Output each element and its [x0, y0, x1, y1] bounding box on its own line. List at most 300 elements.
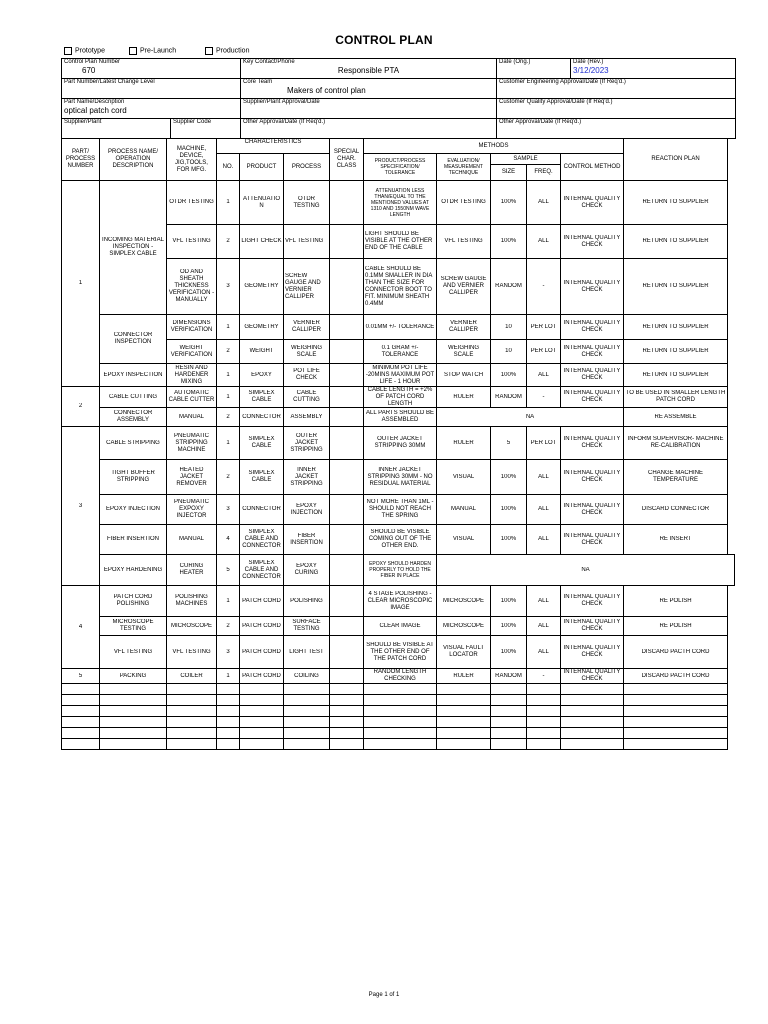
process-name-cell-text: MICROSCOPE TESTING: [112, 619, 154, 632]
sample-freq-cell: [527, 259, 561, 315]
sample-freq-cell: [527, 617, 561, 636]
machine-cell-text: VFL TESTING: [172, 238, 211, 244]
reaction-plan-cell: [624, 225, 728, 259]
empty-cell: [62, 684, 100, 695]
char-no-cell-text: 3: [226, 648, 230, 655]
evaluation-cell-text: RULER: [453, 393, 474, 400]
process-cell: [284, 427, 330, 460]
sample-freq-cell-text: ALL: [538, 199, 549, 205]
empty-cell: [437, 739, 491, 750]
table-row: [62, 460, 735, 495]
process-cell-text: COILING: [294, 672, 319, 679]
control-method-cell-text: INTERNAL QUALITY CHECK: [563, 279, 621, 293]
empty-row: [62, 717, 735, 728]
char-no-cell: [217, 259, 240, 315]
reaction-plan-cell: [624, 460, 728, 495]
process-cell: [284, 181, 330, 225]
empty-cell: [284, 706, 330, 717]
empty-cell: [100, 728, 167, 739]
char-no-cell: [217, 427, 240, 460]
process-cell: [284, 636, 330, 669]
prototype-checkbox[interactable]: Prototype: [64, 47, 105, 55]
empty-cell: [330, 739, 364, 750]
product-cell-text: SIMPLEX CABLE AND CONNECTOR: [242, 559, 281, 580]
reaction-plan-cell: [624, 525, 728, 555]
machine-cell-text: MICROSCOPE: [170, 622, 212, 629]
special-char-cell: [330, 315, 364, 340]
process-name-cell-text: EPOXY INJECTION: [106, 506, 160, 512]
product-cell: [240, 555, 284, 586]
col-process: PROCESS: [284, 154, 330, 181]
special-char-cell: [330, 586, 364, 617]
process-name-cell: [100, 364, 167, 387]
col-spec-tolerance: PRODUCT/PROCESS SPECIFICATION/ TOLERANCE: [364, 154, 437, 181]
sample-size-cell-text: 100%: [500, 371, 517, 378]
machine-cell-text: HEATED JACKET REMOVER: [176, 466, 207, 487]
empty-cell: [527, 728, 561, 739]
sample-size-cell: [491, 617, 527, 636]
empty-cell: [561, 739, 624, 750]
product-cell-text: PATCH CORD: [242, 672, 281, 679]
empty-cell: [330, 695, 364, 706]
col-control-method: CONTROL METHOD: [561, 154, 624, 181]
reaction-plan-cell-text: RE POLISH: [659, 622, 692, 629]
char-no-cell: [217, 617, 240, 636]
empty-cell: [364, 706, 437, 717]
checkbox-icon[interactable]: [205, 47, 213, 55]
sample-size-cell-text: 100%: [500, 473, 517, 480]
control-method-cell-text: INTERNAL QUALITY CHECK: [563, 669, 621, 682]
sample-size-cell: [491, 460, 527, 495]
machine-cell-text: OTDR TESTING: [169, 199, 214, 205]
spec-tolerance-cell: [364, 225, 437, 259]
machine-cell: [167, 387, 217, 408]
sample-size-cell: [491, 427, 527, 460]
char-no-cell: [217, 636, 240, 669]
char-no-cell-text: 1: [226, 439, 230, 446]
control-method-cell-text: INTERNAL QUALITY CHECK: [563, 234, 621, 248]
empty-cell: [62, 739, 100, 750]
sample-size-cell: [491, 315, 527, 340]
process-name-cell: [100, 636, 167, 669]
product-cell-text: PATCH CORD: [242, 648, 281, 655]
empty-cell: [364, 717, 437, 728]
reaction-plan-cell-text: RETURN TO SUPPLIER: [642, 238, 709, 244]
evaluation-cell: [437, 181, 491, 225]
part-name-cell: Part Name/Description optical patch cord: [62, 99, 241, 119]
char-no-cell: [217, 495, 240, 525]
reaction-plan-cell-text: DISCARD PACTH CORD: [641, 648, 710, 655]
col-size: SIZE: [491, 165, 527, 181]
product-cell-text: WEIGHT: [249, 348, 274, 354]
sample-size-cell: [491, 525, 527, 555]
sample-size-cell-text: 100%: [500, 238, 517, 244]
empty-cell: [491, 695, 527, 706]
machine-cell-text: MANUAL: [178, 536, 204, 542]
control-method-cell: [561, 669, 624, 684]
process-name-cell-text: CABLE STRIPPING: [106, 439, 160, 446]
special-char-cell: [330, 427, 364, 460]
sample-size-cell: [491, 636, 527, 669]
production-checkbox[interactable]: Production: [205, 47, 249, 55]
empty-cell: [100, 684, 167, 695]
control-method-cell-text: INTERNAL QUALITY CHECK: [563, 390, 621, 403]
process-cell: [284, 586, 330, 617]
empty-cell: [167, 739, 217, 750]
sample-freq-cell-text: PER LOT: [530, 323, 557, 330]
evaluation-cell: [437, 340, 491, 364]
col-methods: METHODS: [364, 139, 624, 154]
control-plan-table: [61, 138, 735, 750]
sample-size-cell: [491, 669, 527, 684]
supplier-approval-cell: Supplier/Plant Approval/Date: [241, 99, 497, 119]
empty-cell: [167, 717, 217, 728]
char-no-cell-text: 1: [226, 393, 230, 400]
process-name-cell-text: INCOMING MATERIAL INSPECTION - SIMPLEX CABLE: [102, 237, 164, 257]
table-row: [62, 408, 735, 427]
char-no-cell: [217, 555, 240, 586]
special-char-cell: [330, 387, 364, 408]
evaluation-cell: [437, 427, 491, 460]
spec-tolerance-cell-text: RANDOM LENGTH CHECKING: [373, 669, 427, 682]
machine-cell: [167, 427, 217, 460]
spec-tolerance-cell-text: CLEAR IMAGE: [379, 622, 421, 629]
table-row: [62, 495, 735, 525]
empty-cell: [437, 695, 491, 706]
machine-cell: [167, 525, 217, 555]
evaluation-cell: [437, 636, 491, 669]
empty-cell: [217, 739, 240, 750]
core-team: Makers of control plan: [287, 86, 366, 95]
sample-size-cell-text: 100%: [500, 648, 517, 655]
na-cell: [437, 555, 735, 586]
empty-cell: [240, 706, 284, 717]
evaluation-cell-text: OTDR TESTING: [441, 199, 486, 205]
reaction-plan-cell-text: RE POLISH: [659, 597, 692, 604]
empty-cell: [624, 706, 728, 717]
sample-size-cell-text: 100%: [500, 597, 517, 604]
product-cell-text: EPOXY: [251, 371, 272, 378]
process-name-cell-text: CONNECTOR INSPECTION: [113, 332, 153, 345]
evaluation-cell-text: MICROSCOPE: [442, 622, 484, 629]
control-method-cell-text: INTERNAL QUALITY CHECK: [563, 436, 621, 449]
spec-tolerance-cell: [364, 617, 437, 636]
part-number-cell-text: 3: [78, 502, 83, 509]
evaluation-cell-text: MANUAL: [450, 506, 476, 512]
machine-cell-text: MANUAL: [178, 413, 204, 420]
char-no-cell: [217, 586, 240, 617]
char-no-cell-text: 1: [226, 323, 230, 330]
page-footer: Page 1 of 1: [368, 992, 400, 998]
evaluation-cell: [437, 617, 491, 636]
empty-cell: [330, 684, 364, 695]
spec-tolerance-cell: [364, 387, 437, 408]
col-freq: FREQ.: [527, 165, 561, 181]
char-no-cell: [217, 669, 240, 684]
spec-tolerance-cell: [364, 315, 437, 340]
control-method-cell-text: INTERNAL QUALITY CHECK: [563, 532, 621, 546]
special-char-cell: [330, 181, 364, 225]
product-cell-text: SIMPLEX CABLE: [248, 470, 275, 483]
product-cell: [240, 525, 284, 555]
reaction-plan-cell: [624, 586, 728, 617]
process-name-cell-text: CABLE CUTTING: [108, 393, 157, 400]
control-method-cell: [561, 315, 624, 340]
char-no-cell: [217, 340, 240, 364]
product-cell-text: ATTENUATION: [242, 195, 281, 209]
empty-row: [62, 728, 735, 739]
table-row: [62, 525, 735, 555]
control-method-cell: [561, 586, 624, 617]
machine-cell-text: PNEUMATIC EXPOXY INJECTOR: [174, 499, 209, 519]
product-cell: [240, 315, 284, 340]
empty-row: [62, 684, 735, 695]
reaction-plan-cell: [624, 408, 728, 427]
sample-freq-cell: [527, 460, 561, 495]
spec-tolerance-cell-text: 4 STAGE POLISHING - CLEAR MICROSCOPIC IMAGE: [367, 590, 433, 611]
empty-cell: [624, 728, 728, 739]
empty-cell: [217, 728, 240, 739]
checkbox-icon[interactable]: [64, 47, 72, 55]
empty-cell: [62, 706, 100, 717]
control-method-cell-text: INTERNAL QUALITY CHECK: [563, 594, 621, 607]
special-char-cell: [330, 636, 364, 669]
part-number-cell-text: 5: [78, 672, 83, 679]
empty-cell: [527, 739, 561, 750]
process-cell-text: VERNIER CALLIPER: [291, 320, 321, 333]
sample-size-cell: [491, 364, 527, 387]
spec-tolerance-cell: [364, 525, 437, 555]
process-name-cell: [100, 617, 167, 636]
reaction-plan-cell: [624, 427, 728, 460]
empty-cell: [284, 695, 330, 706]
col-special-char-class: SPECIAL CHAR. CLASS: [330, 139, 364, 181]
special-char-cell: [330, 495, 364, 525]
reaction-plan-cell-text: RETURN TO SUPPLIER: [642, 199, 709, 205]
col-product: PRODUCT: [240, 154, 284, 181]
product-cell-text: GEOMETRY: [244, 283, 279, 289]
control-method-cell: [561, 259, 624, 315]
spec-tolerance-cell-text: SHOULD BE VISIBLE COMING OUT OF THE OTHER END.: [368, 529, 432, 549]
special-char-cell: [330, 364, 364, 387]
empty-cell: [527, 684, 561, 695]
machine-cell-text: WEIGHT VERIFICATION: [170, 344, 213, 358]
table-row: [62, 315, 735, 340]
process-cell: [284, 387, 330, 408]
char-no-cell-text: 5: [226, 566, 230, 573]
key-contact-cell: Key Contact/Phone Responsible PTA: [241, 59, 497, 79]
process-cell-text: EPOXY CURING: [294, 563, 319, 576]
process-cell-text: OTDR TESTING: [293, 195, 320, 209]
process-name-cell: [100, 669, 167, 684]
empty-cell: [167, 728, 217, 739]
process-name-cell: [100, 525, 167, 555]
control-method-cell: [561, 225, 624, 259]
machine-cell-text: CURING HEATER: [179, 563, 204, 576]
char-no-cell-text: 3: [226, 506, 230, 512]
empty-cell: [217, 717, 240, 728]
empty-cell: [217, 695, 240, 706]
part-number-cell-text: 2: [78, 403, 83, 409]
spec-tolerance-cell: [364, 259, 437, 315]
reaction-plan-cell-text: CHANGE MACHINE TEMPERATURE: [648, 470, 704, 483]
process-cell-text: LIGHT TEST: [289, 648, 324, 655]
sample-freq-cell-text: ALL: [538, 473, 549, 480]
part-name: optical patch cord: [64, 106, 127, 115]
sample-freq-cell: [527, 364, 561, 387]
reaction-plan-cell: [624, 259, 728, 315]
machine-cell-text: OD AND SHEATH THICKNESS VERIFICATION - MANUALLY: [168, 269, 215, 303]
col-process-name: PROCESS NAME/ OPERATION DESCRIPTION: [100, 139, 167, 181]
reaction-plan-cell-text: DISCARD PACTH CORD: [641, 672, 710, 679]
pre-launch-checkbox[interactable]: Pre-Launch: [129, 47, 176, 55]
reaction-plan-cell-text: RETURN TO SUPPLIER: [642, 323, 709, 330]
sample-freq-cell: [527, 495, 561, 525]
date-rev-cell: Date (Rev.) 3/12/2023: [571, 59, 736, 79]
char-no-cell-text: 4: [226, 536, 230, 542]
na-cell-text: NA: [581, 566, 590, 573]
sample-size-cell-text: 100%: [500, 506, 517, 512]
control-method-cell-text: INTERNAL QUALITY CHECK: [563, 470, 621, 483]
process-cell: [284, 259, 330, 315]
spec-tolerance-cell-text: ATTENUATION LESS THAN/EQUAL TO THE MENTIONED VALUES AT 1310 AND 1550NM WAVE LENGTH: [370, 187, 430, 218]
product-cell-text: PATCH CORD: [242, 597, 281, 604]
control-method-cell: [561, 364, 624, 387]
sample-freq-cell-text: ALL: [538, 597, 549, 604]
col-evaluation: EVALUATION/ MEASUREMENT TECHNIQUE: [437, 154, 491, 181]
empty-cell: [217, 684, 240, 695]
table-row: [62, 364, 735, 387]
product-cell-text: CONNECTOR: [242, 413, 281, 420]
spec-tolerance-cell-text: OUTER JACKET STRIPPING 30MM: [374, 436, 426, 449]
control-method-cell-text: INTERNAL QUALITY CHECK: [563, 502, 621, 516]
sample-size-cell: [491, 495, 527, 525]
reaction-plan-cell-text: RETURN TO SUPPLIER: [642, 371, 709, 378]
machine-cell: [167, 636, 217, 669]
sample-size-cell: [491, 225, 527, 259]
reaction-plan-cell: [624, 181, 728, 225]
empty-cell: [624, 684, 728, 695]
process-name-cell: [100, 555, 167, 586]
process-name-cell-text: CONNECTOR ASSEMBLY: [113, 410, 153, 423]
spec-tolerance-cell-text: ALL PARTS SHOULD BE ASSEMBLED: [366, 410, 434, 423]
process-cell-text: ASSEMBLY: [290, 413, 323, 420]
sample-freq-cell-text: ALL: [538, 506, 549, 512]
sample-freq-cell: [527, 387, 561, 408]
process-name-cell: [100, 495, 167, 525]
process-cell-text: CABLE CUTTING: [293, 390, 320, 403]
reaction-plan-cell: [624, 636, 728, 669]
machine-cell-text: RESIN AND HARDENER MIXING: [174, 364, 209, 385]
evaluation-cell: [437, 586, 491, 617]
machine-cell: [167, 460, 217, 495]
date-orig-cell: Date (Orig.): [497, 59, 571, 79]
empty-row: [62, 695, 735, 706]
char-no-cell-text: 1: [226, 371, 230, 378]
evaluation-cell-text: MICROSCOPE: [442, 597, 484, 604]
machine-cell: [167, 340, 217, 364]
special-char-cell: [330, 340, 364, 364]
sample-size-cell: [491, 387, 527, 408]
char-no-cell: [217, 181, 240, 225]
spec-tolerance-cell: [364, 495, 437, 525]
table-row: [62, 636, 735, 669]
evaluation-cell: [437, 315, 491, 340]
evaluation-cell-text: WEIGHING SCALE: [448, 344, 479, 358]
char-no-cell-text: 2: [226, 413, 230, 420]
empty-cell: [330, 728, 364, 739]
evaluation-cell-text: VFL TESTING: [444, 238, 483, 244]
core-team-cell: Core Team Makers of control plan: [241, 79, 497, 99]
machine-cell-text: VFL TESTING: [172, 648, 211, 655]
sample-size-cell-text: 10: [505, 323, 512, 330]
machine-cell: [167, 669, 217, 684]
reaction-plan-cell: [624, 495, 728, 525]
spec-tolerance-cell-text: NOT MORE THAN 1ML - SHOULD NOT REACH THE SPRING: [366, 499, 434, 519]
machine-cell: [167, 259, 217, 315]
empty-cell: [624, 717, 728, 728]
empty-row: [62, 706, 735, 717]
empty-cell: [167, 684, 217, 695]
machine-cell: [167, 617, 217, 636]
spec-tolerance-cell-text: 0.01MM +/- TOLERANCE: [365, 323, 435, 330]
reaction-plan-cell: [624, 364, 728, 387]
spec-tolerance-cell-text: SHOULD BE VISIBLE AT THE OTHER END OF THE PATCH CORD: [366, 641, 434, 662]
char-no-cell: [217, 315, 240, 340]
char-no-cell-text: 2: [226, 473, 230, 480]
empty-cell: [217, 706, 240, 717]
char-no-cell-text: 1: [226, 597, 230, 604]
reaction-plan-cell: [624, 387, 728, 408]
process-name-cell: [100, 427, 167, 460]
reaction-plan-cell-text: TO BE USED IN SMALLER LENGTH PATCH CORD: [625, 390, 726, 403]
reaction-plan-cell-text: INFORM SUPERVISOR- MACHINE RE-CALIBRATION: [627, 436, 724, 449]
spec-tolerance-cell: [364, 427, 437, 460]
reaction-plan-cell: [624, 340, 728, 364]
spec-tolerance-cell: [364, 460, 437, 495]
control-plan-number-cell: Control Plan Number 670: [62, 59, 241, 79]
other-approval-cell-1: Other Approval/Date (If Req'd.): [241, 119, 497, 139]
evaluation-cell-text: VERNIER CALLIPER: [448, 320, 478, 333]
checkbox-icon[interactable]: [129, 47, 137, 55]
process-cell: [284, 364, 330, 387]
table-row: [62, 617, 735, 636]
evaluation-cell: [437, 525, 491, 555]
sample-freq-cell-text: ALL: [538, 648, 549, 655]
sample-freq-cell: [527, 181, 561, 225]
key-contact: Responsible PTA: [337, 66, 400, 75]
empty-cell: [62, 728, 100, 739]
process-cell: [284, 408, 330, 427]
empty-cell: [240, 695, 284, 706]
control-method-cell-text: INTERNAL QUALITY CHECK: [563, 368, 621, 381]
process-cell-text: EPOXY INJECTION: [290, 502, 323, 516]
empty-cell: [364, 695, 437, 706]
na-cell: [437, 408, 624, 427]
spec-tolerance-cell-text: INNER JACKET STRIPPING 30MM - NO RESIDUAL MATERIAL: [367, 466, 433, 487]
sample-freq-cell-text: ALL: [538, 536, 549, 542]
process-name-cell: [100, 181, 167, 315]
char-no-cell: [217, 408, 240, 427]
empty-cell: [240, 717, 284, 728]
empty-cell: [561, 728, 624, 739]
spec-tolerance-cell: [364, 669, 437, 684]
sample-freq-cell-text: -: [542, 393, 545, 400]
control-method-cell: [561, 460, 624, 495]
table-row: [62, 586, 735, 617]
empty-cell: [100, 717, 167, 728]
control-method-cell: [561, 181, 624, 225]
